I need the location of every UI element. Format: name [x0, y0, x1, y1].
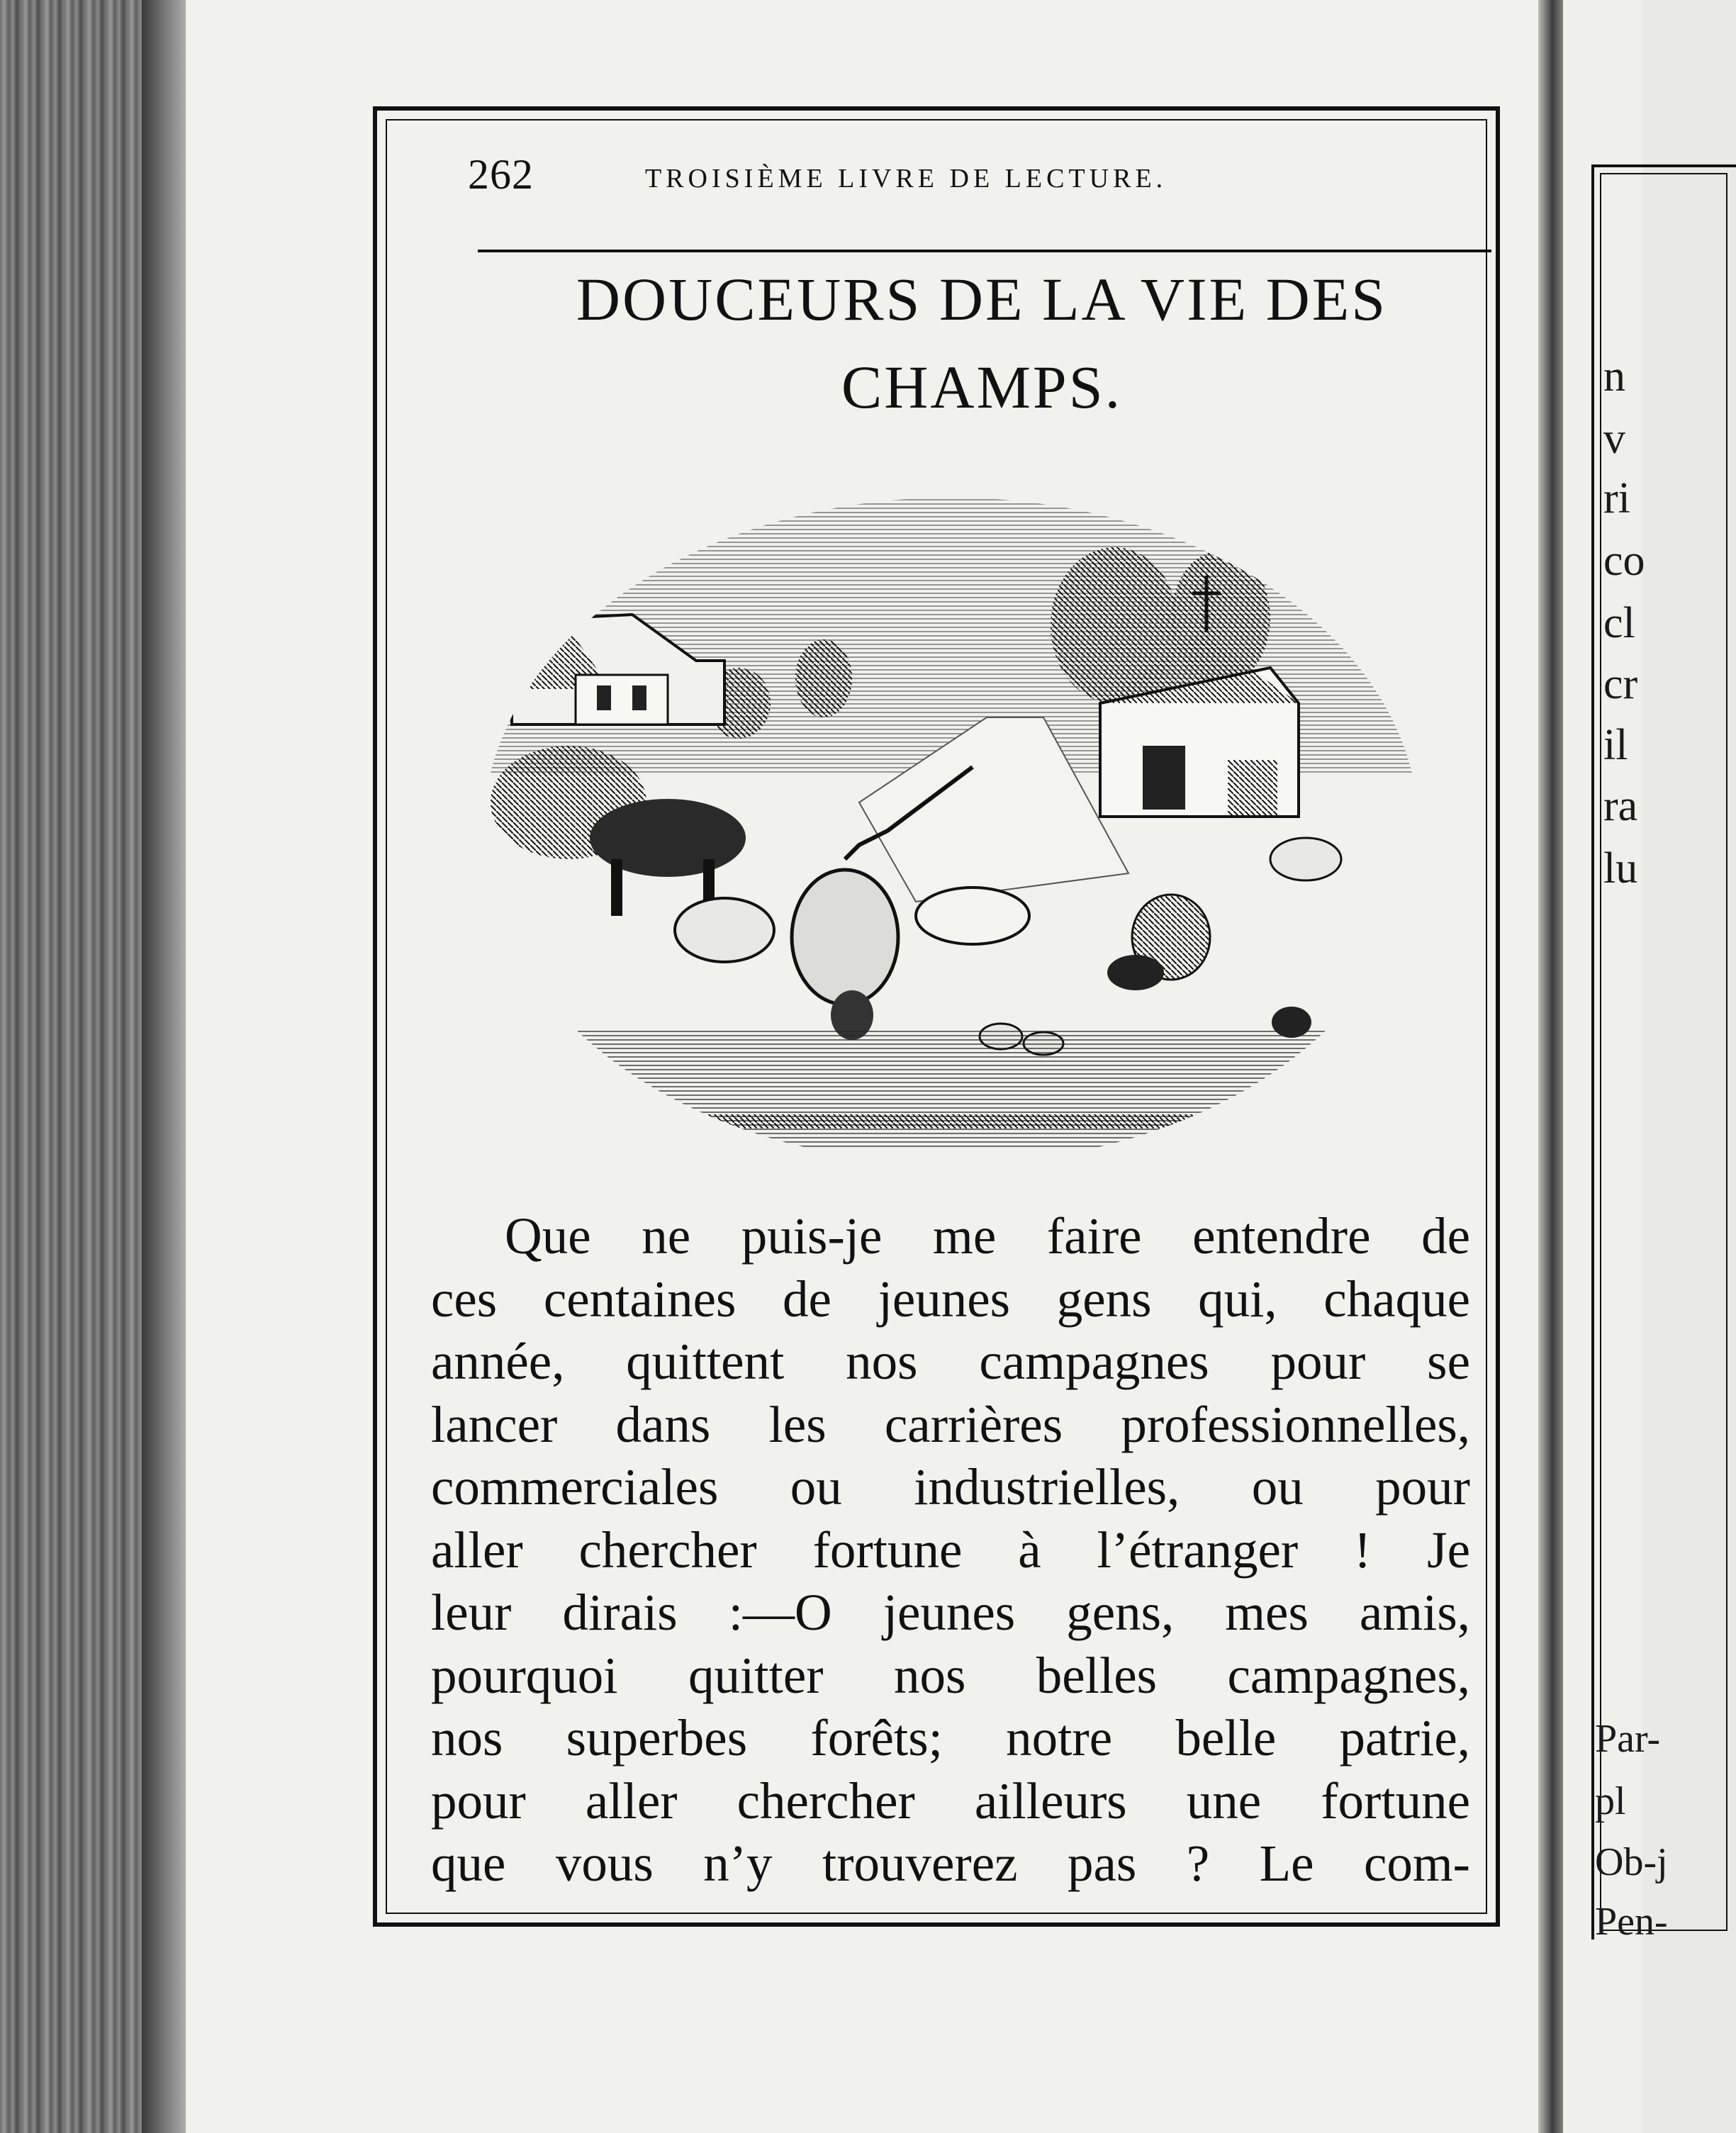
next-page-fragment: Ob-j: [1595, 1840, 1668, 1884]
body-line: que vous n’y trouverez pas ? Le com-: [431, 1835, 1470, 1892]
body-line: aller chercher fortune à l’étranger ! Je: [431, 1521, 1470, 1579]
body-text: [431, 1205, 1470, 1896]
body-line: pourquoi quitter nos belles campagnes,: [431, 1646, 1470, 1704]
next-page-fragment: co: [1603, 537, 1645, 585]
page-number: 262: [468, 151, 534, 198]
running-title: TROISIÈME LIVRE DE LECTURE.: [645, 164, 1167, 194]
next-page-fragment: cl: [1603, 599, 1635, 647]
spine-shadow: [142, 0, 191, 2133]
next-page-fragment: ra: [1603, 782, 1638, 830]
next-page-fragment: pl: [1595, 1779, 1626, 1823]
next-page-fragment: cr: [1603, 660, 1638, 708]
page-gutter: [1538, 0, 1567, 2133]
next-page-fragment: n: [1603, 352, 1625, 401]
body-line: pour aller chercher ailleurs une fortune: [431, 1771, 1470, 1830]
body-line: année, quittent nos campagnes pour se: [431, 1333, 1470, 1390]
body-line: ces centaines de jeunes gens qui, chaque: [431, 1270, 1470, 1328]
body-line: Que ne puis-je me faire entendre de: [505, 1207, 1470, 1265]
next-page-fragment: il: [1603, 721, 1628, 769]
chapter-title: [454, 255, 1510, 431]
next-page-fragment: lu: [1603, 844, 1638, 892]
next-page-fragment: ri: [1603, 474, 1630, 522]
next-page-fragment: v: [1603, 415, 1625, 463]
body-line: leur dirais :—O jeunes gens, mes amis,: [431, 1584, 1470, 1641]
header-rule: [478, 250, 1491, 252]
chapter-title-line: DOUCEURS DE LA VIE DES: [576, 265, 1388, 333]
next-page-fragment: Pen-: [1595, 1900, 1668, 1944]
next-page-fragment: Par-: [1595, 1717, 1661, 1761]
running-head: [468, 150, 1489, 200]
body-line: lancer dans les carrières professionnelles,: [431, 1395, 1470, 1453]
body-line: nos superbes forêts; notre belle patrie,: [431, 1709, 1470, 1767]
farm-scene-engraving-icon: [491, 476, 1412, 1150]
body-line: commerciales ou industrielles, ou pour: [431, 1458, 1470, 1516]
chapter-title-line: CHAMPS.: [841, 353, 1123, 421]
